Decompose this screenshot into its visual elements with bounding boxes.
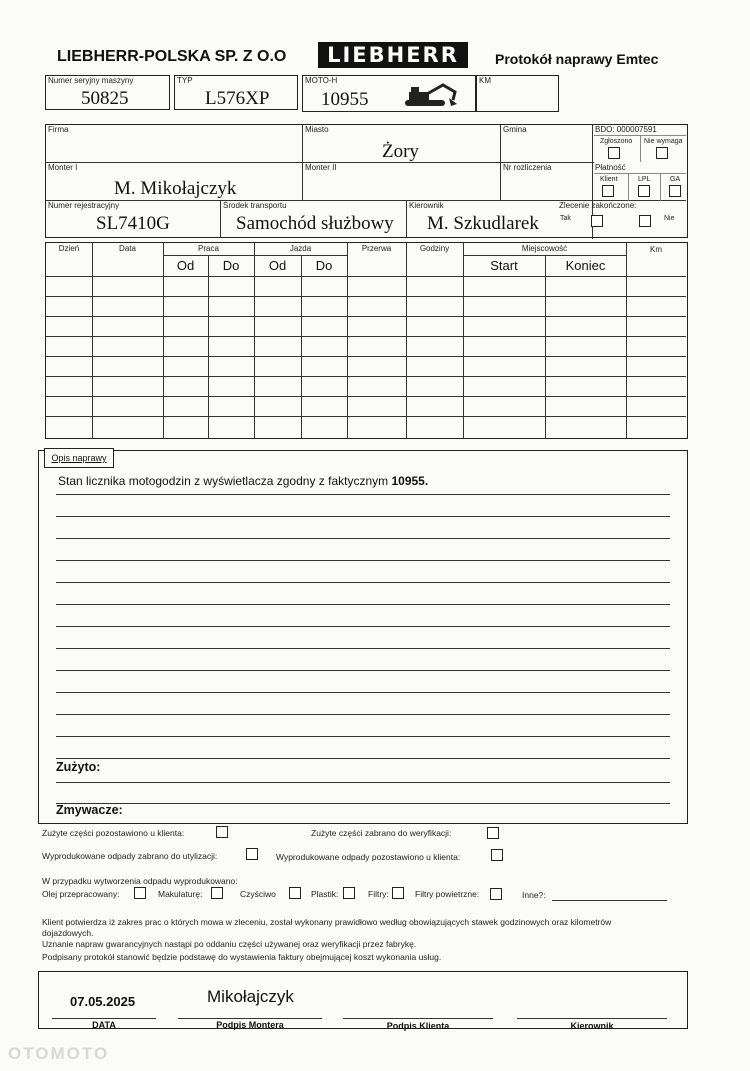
ruled-line — [56, 648, 670, 649]
km-label: KM — [479, 76, 491, 85]
col-praca-do: Do — [222, 258, 240, 273]
nie-wymaga-label: Nie wymaga — [644, 138, 683, 145]
col-jazda-od: Od — [268, 258, 287, 273]
motoh-label: MOTO-H — [305, 76, 338, 85]
ruled-line — [56, 714, 670, 715]
miasto-value: Żory — [382, 141, 419, 162]
waste1-checkbox[interactable] — [134, 887, 146, 899]
podpis-klienta-label: Podpis Klienta — [386, 1021, 450, 1031]
ruled-line — [56, 582, 670, 583]
repair-tab: Opis naprawy — [44, 448, 114, 468]
klient-label: Klient — [600, 176, 618, 183]
lpl-label: LPL — [638, 176, 651, 183]
repair-text: Stan licznika motogodzin z wyświetlacza zgodny z faktycznym 10955. — [58, 474, 429, 488]
waste5-checkbox[interactable] — [392, 887, 404, 899]
col-jazda-do: Do — [315, 258, 333, 273]
platnosc-klient-checkbox[interactable] — [602, 185, 614, 197]
monter1-value: M. Mikołajczyk — [114, 178, 237, 199]
type-box — [174, 75, 298, 110]
check2-checkbox[interactable] — [487, 827, 499, 839]
serial-value: 50825 — [81, 88, 129, 109]
miasto-label: Miasto — [305, 125, 329, 134]
nie-label: Nie — [664, 215, 675, 222]
waste4-label: Plastik: — [311, 889, 339, 899]
ruled-line — [56, 670, 670, 671]
ruled-line — [56, 494, 670, 495]
check1-label: Zużyte części pozostawiono u klienta: — [42, 828, 185, 838]
motoh-box — [302, 75, 476, 112]
col-praca-od: Od — [176, 258, 195, 273]
waste3-label: Czyściwo — [240, 889, 276, 899]
company-name: LIEBHERR-POLSKA SP. Z O.O — [57, 48, 287, 65]
check2-label: Zużyte części zabrano do weryfikacji: — [311, 828, 452, 838]
col-przerwa: Przerwa — [361, 244, 392, 253]
ga-label: GA — [670, 176, 681, 183]
transport-label: Środek transportu — [223, 201, 287, 210]
document-title: Protokół naprawy Emtec — [495, 51, 659, 67]
col-miejscowosc: Miejscowość — [521, 244, 568, 253]
col-data: Data — [119, 244, 136, 253]
waste6-checkbox[interactable] — [490, 888, 502, 900]
zuzyto-label: Zużyto: — [56, 760, 101, 774]
zmywacze-label: Zmywacze: — [56, 803, 123, 817]
tak-label: Tak — [560, 215, 571, 222]
waste3-checkbox[interactable] — [289, 887, 301, 899]
ruled-line — [56, 626, 670, 627]
col-praca: Praca — [198, 244, 219, 253]
check3-checkbox[interactable] — [246, 848, 258, 860]
waste-title: W przypadku wytworzenia odpadu wyprodukowano: — [42, 876, 238, 886]
waste5-label: Filtry: — [368, 889, 389, 899]
waste4-checkbox[interactable] — [343, 887, 355, 899]
note1: Klient potwierdza iż zakres prac o których mowa w zleceniu, został wykonany prawidłowo według obowiązujących stawek godzinowych oraz kilometrów — [42, 917, 612, 927]
liebherr-logo: LIEBHERR — [318, 42, 468, 68]
platnosc-label: Płatność — [595, 163, 626, 172]
kierownik-label: Kierownik — [409, 201, 444, 210]
col-koniec: Koniec — [565, 258, 606, 273]
bdo-label: BDO: 000007591 — [595, 125, 657, 134]
serial-label: Numer seryjny maszyny — [48, 76, 134, 85]
data-label: DATA — [92, 1020, 116, 1030]
excavator-icon — [399, 82, 459, 108]
kierownik-sign-label: Kierownik — [570, 1021, 614, 1031]
watermark: OTOMOTO — [8, 1044, 110, 1063]
ruled-line — [56, 803, 670, 804]
type-label: TYP — [177, 76, 193, 85]
check4-checkbox[interactable] — [491, 849, 503, 861]
ruled-line — [56, 758, 670, 759]
type-value: L576XP — [205, 88, 270, 109]
ruled-line — [56, 782, 670, 783]
zlecenie-label: Zlecenie zakończone: — [559, 201, 637, 210]
podpis-montera-label: Podpis Montera — [216, 1020, 284, 1030]
ruled-line — [56, 692, 670, 693]
col-dzien: Dzień — [58, 244, 80, 253]
waste7-label: Inne?: — [522, 890, 546, 900]
km-box — [476, 75, 559, 112]
waste6-label: Filtry powietrzne: — [415, 889, 480, 899]
check4-label: Wyprodukowane odpady pozostawiono u klienta: — [276, 852, 461, 862]
note1b: dojazdowych. — [42, 928, 94, 938]
ruled-line — [56, 736, 670, 737]
transport-value: Samochód służbowy — [236, 213, 394, 234]
gmina-label: Gmina — [503, 125, 527, 134]
montera-signature: Mikołajczyk — [207, 987, 294, 1006]
date-value: 07.05.2025 — [70, 994, 136, 1009]
nr-rej-value: SL7410G — [96, 213, 170, 234]
serial-box — [45, 75, 170, 110]
ruled-line — [56, 560, 670, 561]
zgloszono-checkbox[interactable] — [608, 147, 620, 159]
platnosc-lpl-checkbox[interactable] — [638, 185, 650, 197]
firma-label: Firma — [48, 125, 69, 134]
zgloszono-label: Zgłoszono — [600, 138, 633, 145]
check3-label: Wyprodukowane odpady zabrano do utylizacji: — [42, 851, 218, 861]
ruled-line — [56, 516, 670, 517]
check1-checkbox[interactable] — [216, 826, 228, 838]
waste1-label: Olej przepracowany: — [42, 889, 120, 899]
kierownik-value: M. Szkudlarek — [427, 213, 539, 234]
work-table — [45, 242, 688, 439]
nr-rozliczenia-label: Nr rozliczenia — [503, 163, 552, 172]
motoh-value: 10955 — [321, 89, 369, 110]
col-godziny: Godziny — [419, 244, 450, 253]
nie-wymaga-checkbox[interactable] — [656, 147, 668, 159]
col-km: Km — [650, 245, 662, 254]
monter2-label: Monter II — [305, 163, 337, 172]
col-start: Start — [490, 258, 518, 273]
platnosc-ga-checkbox[interactable] — [669, 185, 681, 197]
waste2-checkbox[interactable] — [211, 887, 223, 899]
note2: Uznanie napraw gwarancyjnych nastąpi po oddaniu części używanej oraz weryfikacji przez fabrykę. — [42, 939, 417, 949]
nr-rej-label: Numer rejestracyjny — [48, 201, 120, 210]
client-block — [45, 124, 688, 238]
monter1-label: Monter I — [48, 163, 78, 172]
inne-field[interactable] — [552, 900, 667, 901]
waste2-label: Makulaturę: — [158, 889, 203, 899]
ruled-line — [56, 538, 670, 539]
repair-section — [38, 450, 688, 824]
note3: Podpisany protokół stanowić będzie podstawę do wystawienia faktury obejmującej koszt wykonania usług. — [42, 952, 442, 962]
ruled-line — [56, 604, 670, 605]
zlecenie-nie-checkbox[interactable] — [639, 215, 651, 227]
zlecenie-tak-checkbox[interactable] — [591, 215, 603, 227]
col-jazda: Jazda — [289, 244, 312, 253]
